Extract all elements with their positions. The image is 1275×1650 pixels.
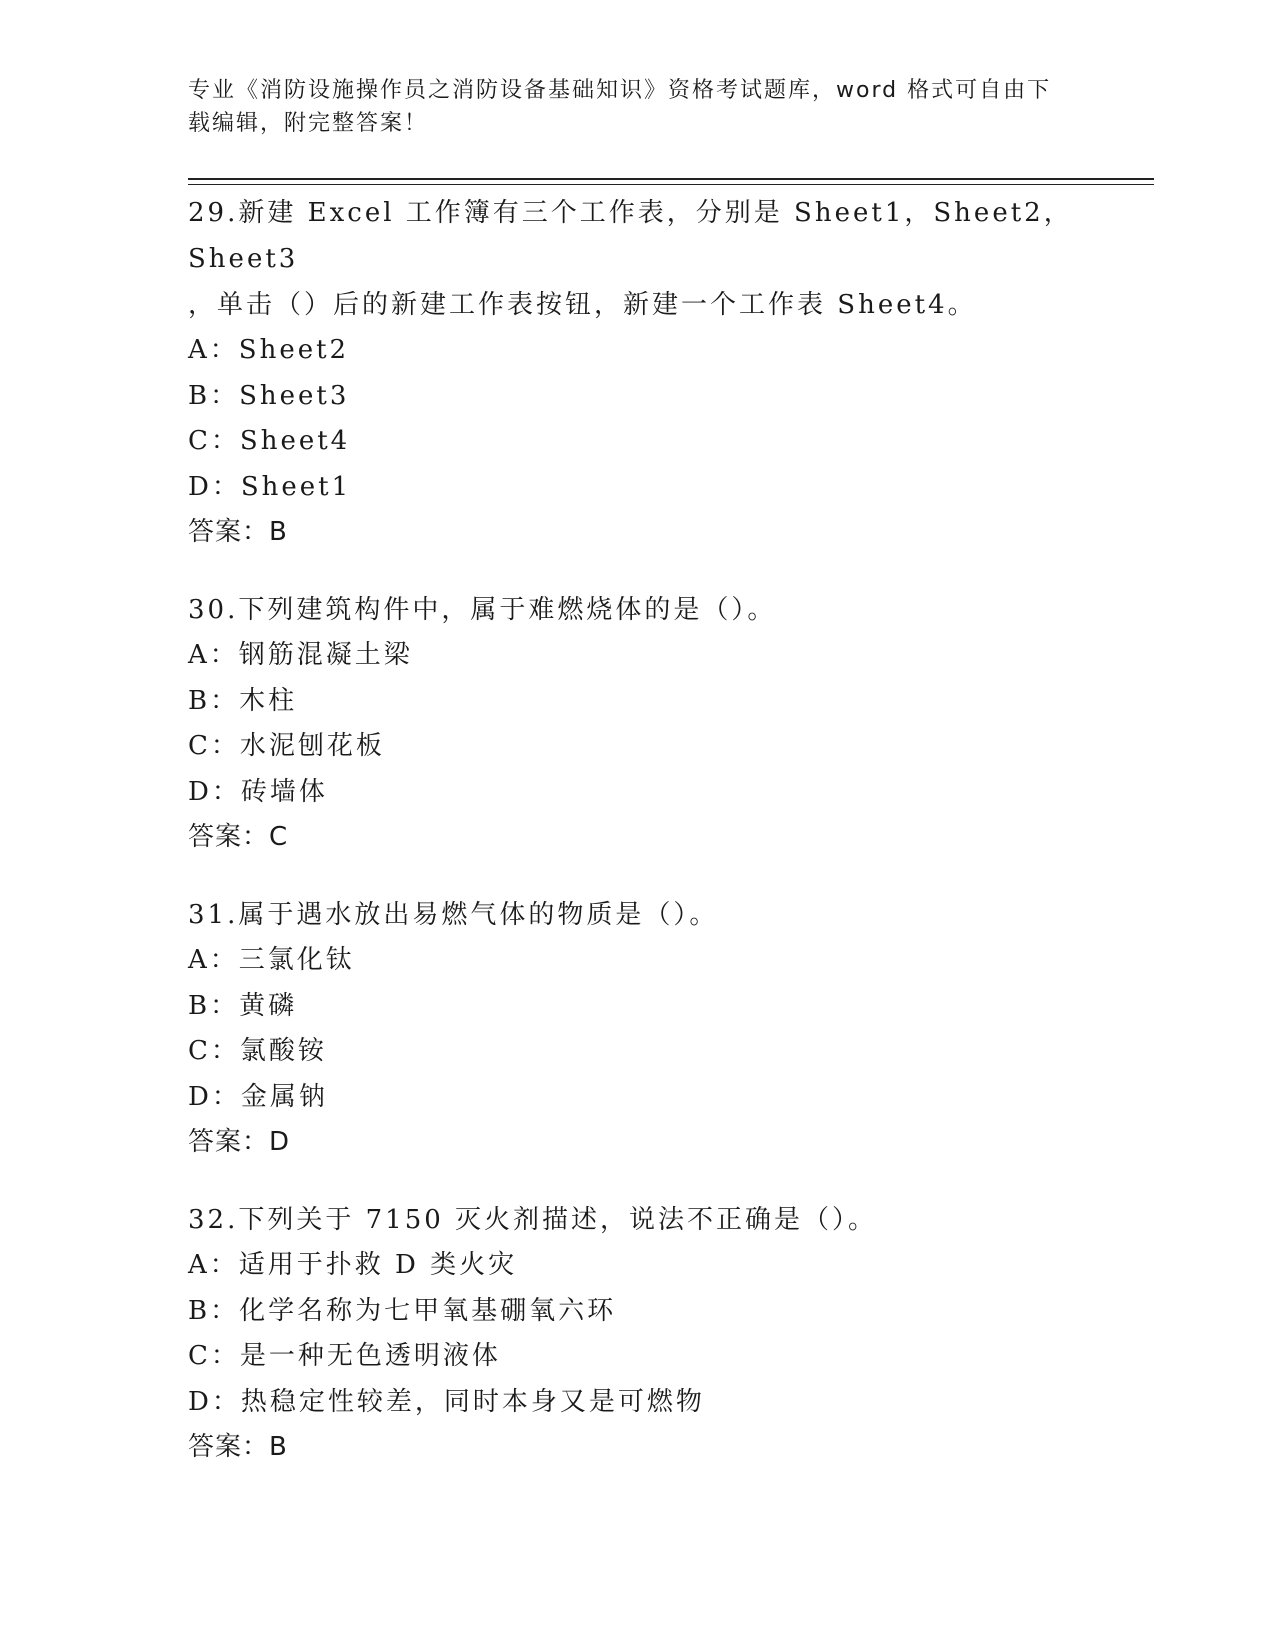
option-d: D：热稳定性较差，同时本身又是可燃物 [188,1386,705,1417]
option-c: C：水泥刨花板 [188,731,385,761]
question-stem: 29.新建 Excel 工作簿有三个工作表，分别是 Sheet1，Sheet2，Sheet3 [188,198,1073,274]
option-c: C：氯酸铵 [188,1036,327,1066]
question-29 [188,190,1088,554]
option-d: D：金属钠 [188,1081,328,1112]
option-d: D：砖墙体 [188,776,328,807]
question-stem: 32.下列关于 7150 灭火剂描述，说法不正确是（）。 [188,1205,878,1235]
answer-key: 答案：D [188,1127,291,1157]
document-header [188,74,1068,140]
header-divider-thick [188,178,1154,180]
option-a: A：钢筋混凝土梁 [188,640,413,670]
header-divider-thin [188,184,1154,185]
option-b: B：化学名称为七甲氧基硼氧六环 [188,1295,617,1326]
option-a: A：适用于扑救 D 类火灾 [188,1250,518,1280]
option-a: A：Sheet2 [188,335,350,365]
option-c: C：是一种无色透明液体 [188,1341,501,1371]
question-stem: 31.属于遇水放出易燃气体的物质是（）。 [188,900,719,930]
question-31 [188,892,1088,1164]
header-line-1: 专业《消防设施操作员之消防设备基础知识》资格考试题库，word 格式可自由下 [188,78,1052,103]
question-stem-continued: ，单击（）后的新建工作表按钮，新建一个工作表 Sheet4。 [188,290,977,320]
question-list [188,190,1088,1502]
option-a: A：三氯化钛 [188,945,355,975]
option-b: B：木柱 [188,685,298,716]
question-stem: 30.下列建筑构件中，属于难燃烧体的是（）。 [188,595,777,625]
option-c: C：Sheet4 [188,426,351,456]
answer-key: 答案：B [188,1432,288,1462]
answer-key: 答案：B [188,517,288,547]
option-b: B：Sheet3 [188,380,350,411]
option-d: D：Sheet1 [188,471,352,502]
option-b: B：黄磷 [188,990,298,1021]
question-30 [188,587,1088,859]
answer-key: 答案：C [188,822,289,852]
header-line-2: 载编辑，附完整答案！ [188,111,429,136]
question-32 [188,1197,1088,1469]
